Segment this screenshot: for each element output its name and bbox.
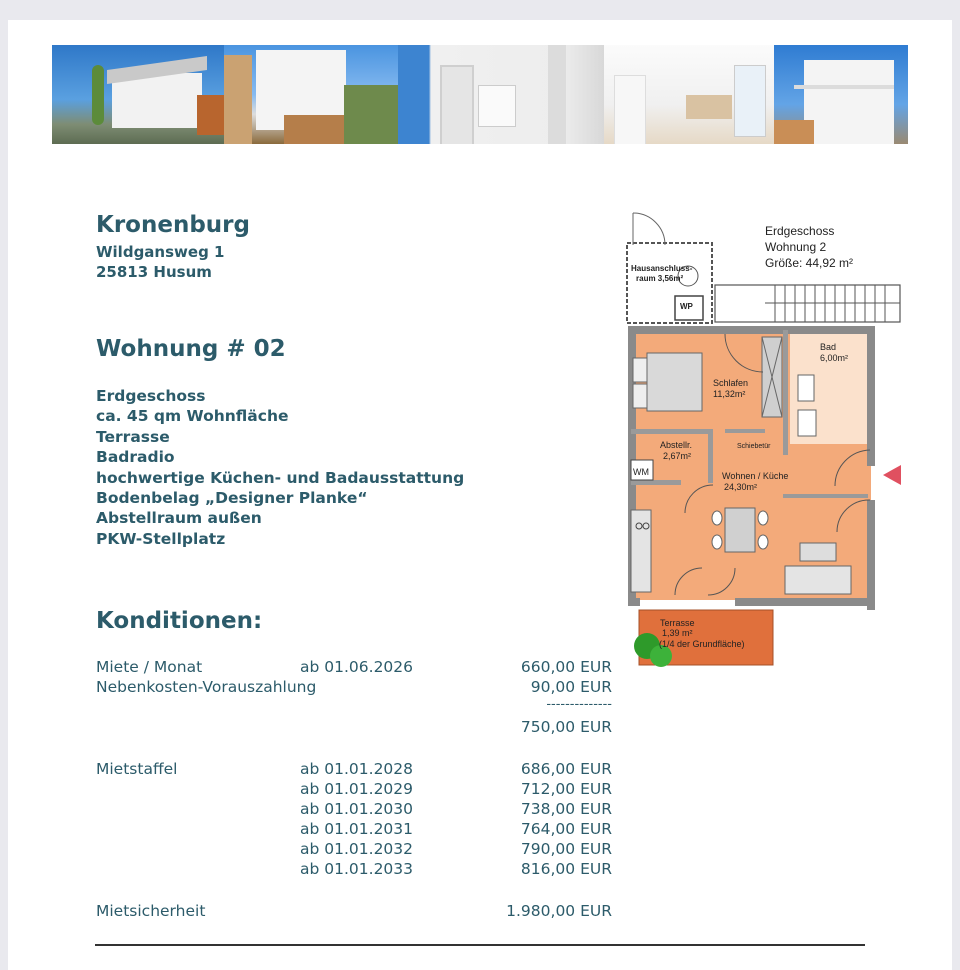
staffel-value: 764,00 EUR — [520, 820, 612, 838]
feature-item: PKW-Stellplatz — [96, 529, 226, 548]
photo-interior-kitchen — [604, 45, 774, 144]
feature-list — [96, 386, 464, 549]
utilities-label: Nebenkosten-Vorauszahlung — [96, 678, 317, 696]
feature-item: Abstellraum außen — [96, 509, 262, 528]
photo-house-entrance — [398, 45, 604, 144]
room-terrasse: Terrasse — [660, 618, 695, 628]
staffel-date: ab 01.01.2032 — [300, 840, 414, 858]
feature-item: Bodenbelag „Designer Planke“ — [96, 488, 368, 507]
rent-date: ab 01.06.2026 — [300, 658, 414, 676]
floorplan-size: Größe: 44,92 m² — [765, 256, 854, 270]
staffel-value: 686,00 EUR — [520, 760, 612, 778]
property-street: Wildgansweg 1 — [96, 243, 225, 261]
utilities-value: 90,00 EUR — [530, 678, 612, 696]
room-wohnen-area: 24,30m² — [724, 482, 758, 492]
staffel-value: 712,00 EUR — [520, 780, 612, 798]
bottom-divider — [95, 944, 865, 946]
room-terrasse-area: 1,39 m² — [662, 628, 693, 638]
room-hausanschluss-area: raum 3,56m² — [636, 274, 684, 283]
staffel-value: 816,00 EUR — [520, 860, 612, 878]
conditions-title: Konditionen: — [96, 608, 263, 634]
total-value: 750,00 EUR — [520, 718, 612, 736]
staffel-date: ab 01.01.2030 — [300, 800, 414, 818]
staffel-date: ab 01.01.2029 — [300, 780, 414, 798]
feature-item: Terrasse — [96, 427, 170, 446]
entrance-arrow-icon — [882, 464, 902, 486]
staffel-value: 738,00 EUR — [520, 800, 612, 818]
room-bad-area: 6,00m² — [820, 353, 849, 363]
staffel-value: 790,00 EUR — [520, 840, 612, 858]
room-hausanschluss: Hausanschluss- — [631, 264, 693, 273]
floorplan-floor: Erdgeschoss — [765, 224, 835, 238]
feature-item: Erdgeschoss — [96, 387, 206, 405]
deposit-label: Mietsicherheit — [96, 902, 206, 920]
property-city: 25813 Husum — [96, 263, 212, 281]
photo-house-terrace — [224, 45, 398, 144]
floorplan-unit: Wohnung 2 — [765, 240, 827, 254]
sum-separator: -------------- — [546, 697, 612, 712]
feature-item: Badradio — [96, 448, 175, 467]
room-abstell: Abstellr. — [660, 440, 693, 450]
photo-house-balcony — [774, 45, 908, 144]
room-abstell-area: 2,67m² — [663, 451, 692, 461]
deposit-value: 1.980,00 EUR — [506, 902, 612, 920]
room-wohnen: Wohnen / Küche — [722, 471, 789, 481]
photo-strip — [52, 45, 908, 144]
room-terrasse-note: (1/4 der Grundfläche) — [659, 639, 745, 649]
property-name: Kronenburg — [96, 212, 250, 238]
rent-value: 660,00 EUR — [520, 658, 612, 676]
staffel-label: Mietstaffel — [96, 760, 178, 778]
room-wp: WP — [680, 302, 693, 311]
room-schlafen: Schlafen — [713, 378, 749, 388]
rent-label: Miete / Monat — [96, 658, 203, 676]
room-bad: Bad — [820, 342, 837, 352]
staffel-date: ab 01.01.2028 — [300, 760, 414, 778]
room-schlafen-area: 11,32m² — [713, 389, 746, 399]
staffel-date: ab 01.01.2033 — [300, 860, 414, 878]
feature-item: hochwertige Küchen- und Badausstattung — [96, 468, 465, 487]
staffel-date: ab 01.01.2031 — [300, 820, 414, 838]
room-wm: WM — [633, 467, 649, 477]
photo-house-exterior — [52, 45, 224, 144]
unit-title: Wohnung # 02 — [96, 336, 286, 362]
feature-item: ca. 45 qm Wohnfläche — [96, 407, 289, 426]
room-schiebetuer: Schiebetür — [737, 443, 771, 450]
